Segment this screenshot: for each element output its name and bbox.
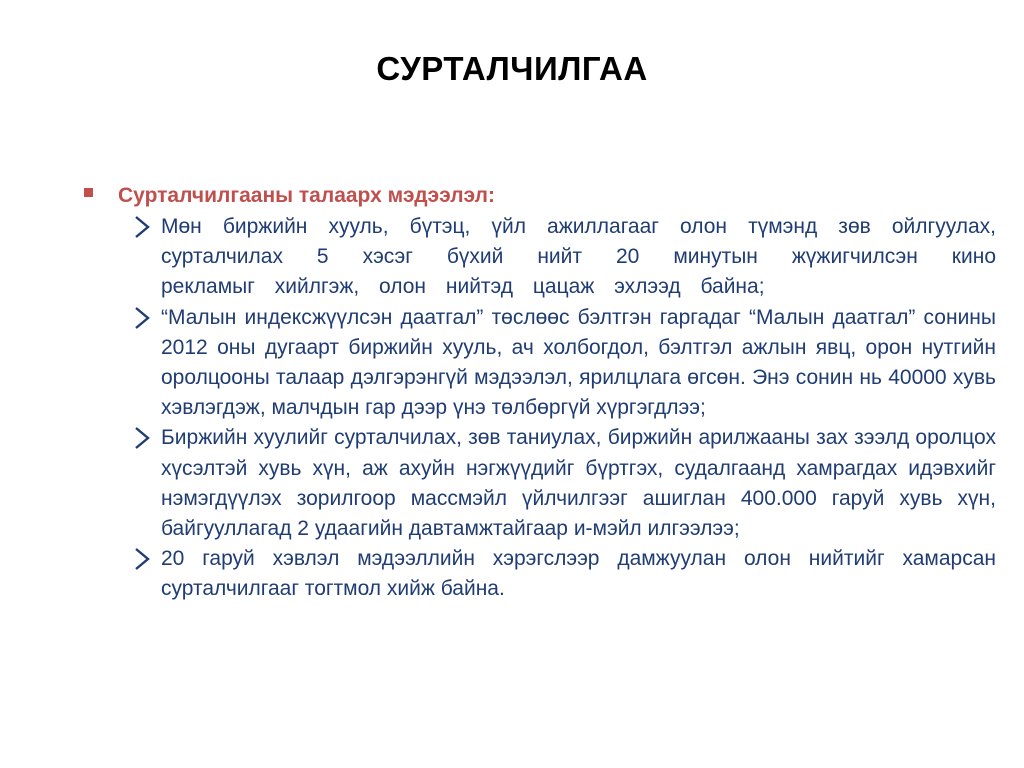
arrow-bullet-icon <box>132 425 154 451</box>
list-item-text: Биржийн хуулийг сурталчилах, зөв таниулах, биржийн арилжааны зах зээлд оролцох хүсэлтэй хувь хүн, аж ахуйн нэгжүүдийг бүртгэх, судалгаанд хамрагдах идэвхийг нэмэгдүүлэх зорилгоор массмэйл үйлчилгээг ашиглан 400.000 гаруй хувь хүн, байгууллагад 2 удаагийн давтамжтайгаар и-мэйл илгээлээ; <box>161 426 996 541</box>
square-bullet-icon <box>84 188 93 197</box>
list-item <box>84 423 996 544</box>
list-item <box>84 212 996 303</box>
section-heading: Сурталчилгааны талаарх мэдээлэл: <box>118 184 495 207</box>
list-item <box>84 303 996 424</box>
slide-title: СУРТАЛЧИЛГАА <box>376 50 648 87</box>
slide-content <box>84 186 996 605</box>
list-item-text: 20 гаруй хэвлэл мэдээллийн хэрэгслээр дамжуулан олон нийтийг хамарсан сурталчилгааг тогтмол хийж байна. <box>161 547 996 601</box>
list-item <box>84 544 996 604</box>
list-item-text: “Малын индексжүүлсэн даатгал” төслөөс бэлтгэн гаргадаг “Малын даатгал” сонины 2012 оны дугаарт биржийн хууль, ач холбогдол, бэлтгэл ажлын явц, орон нутгийн оролцооны талаар дэлгэрэнгүй мэдээлэл, ярилцлага өгсөн. Энэ сонин нь 40000 хувь хэвлэгдэж, малчдын гар дээр үнэ төлбөргүй хүргэгдлээ; <box>161 305 996 420</box>
arrow-bullet-icon <box>132 214 154 240</box>
list-item-text: Мөн биржийн хууль, бүтэц, үйл ажиллагааг олон түмэнд зөв ойлгуулах, сурталчилах 5 хэсэг бүхий нийт 20 минутын жүжигчилсэн кино рекламыг хийлгэж, олон нийтэд цацаж эхлээд байна; <box>161 215 996 299</box>
section-heading-row <box>84 180 996 212</box>
arrow-bullet-icon <box>132 546 154 572</box>
bullet-list <box>84 212 996 605</box>
arrow-bullet-icon <box>132 305 154 331</box>
